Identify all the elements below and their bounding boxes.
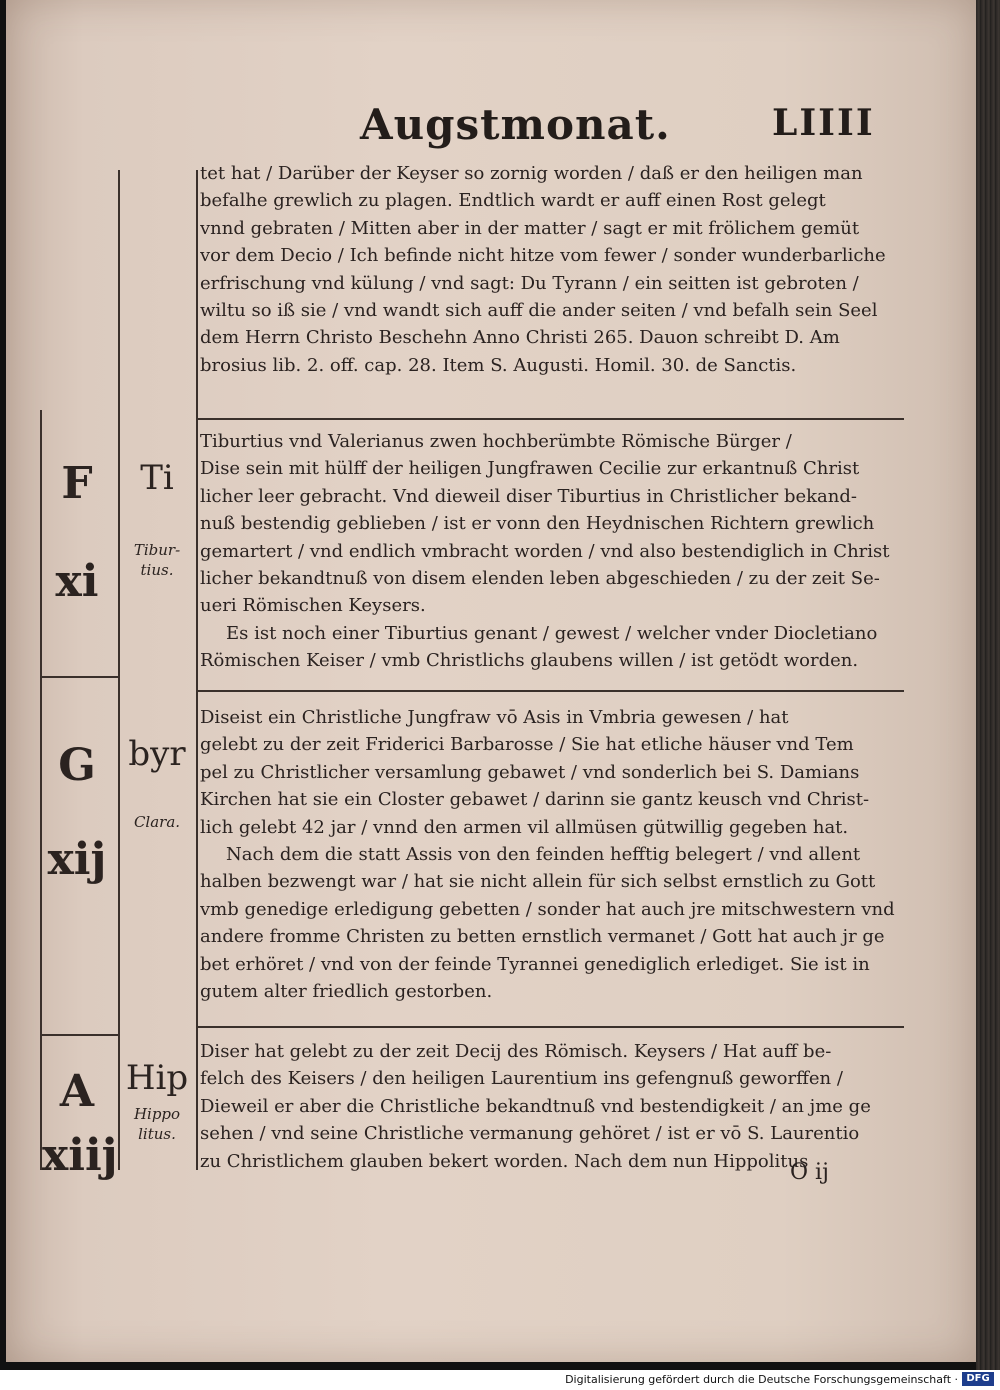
text-line: ueri Römischen Keysers. <box>200 595 426 617</box>
text-line: sehen / vnd seine Christliche vermanung gehöret / ist er vō S. Laurentio <box>200 1123 860 1145</box>
text-line: Tiburtius vnd Valerianus zwen hochberümbte Römische Bürger / <box>200 431 792 452</box>
text-line: Nach dem die statt Assis von den feinden hefftig belegert / vnd allent <box>226 844 861 866</box>
saint-name-line: litus. <box>138 1125 176 1143</box>
text-line: licher leer gebracht. Vnd dieweil diser Tiburtius in Christlicher bekand- <box>200 485 857 507</box>
saint-name-line: Clara. <box>133 813 181 831</box>
section-rule-3 <box>198 1026 904 1028</box>
dominical-letter: A <box>59 1066 95 1117</box>
running-head-title: Augstmonat. <box>360 100 671 149</box>
dfg-logo: DFG <box>962 1372 994 1386</box>
text-line: gelebt zu der zeit Friderici Barbarosse / Sie hat etliche häuser vnd Tem <box>200 734 854 756</box>
text-line: bet erhöret / vnd von der feinde Tyrannei genediglich erlediget. Sie ist in <box>200 953 870 975</box>
signature-mark: O ij <box>790 1160 829 1185</box>
day-numeral: xi <box>55 556 99 607</box>
text-line: Kirchen hat sie ein Closter gebawet / darinn sie gantz keusch vnd Christ- <box>200 789 870 811</box>
text-line: Diseist ein Christliche Jungfraw vō Asis in Vmbria gewesen / hat <box>200 707 789 728</box>
day-numeral: xij <box>47 834 107 885</box>
entry-text-laurentius <box>200 160 900 379</box>
text-line: vnnd gebraten / Mitten aber in der matter / sagt er mit frölichem gemüt <box>200 217 860 239</box>
funding-credit: Digitalisierung gefördert durch die Deutsche Forschungsgemeinschaft · <box>565 1373 958 1386</box>
section-rule-1 <box>198 418 904 420</box>
text-line: befalhe grewlich zu plagen. Endtlich wardt er auff einen Rost gelegt <box>200 190 826 212</box>
text-line: pel zu Christlicher versamlung gebawet / vnd sonderlich bei S. Damians <box>200 761 860 783</box>
digitization-footer <box>0 1370 1000 1390</box>
text-line: Römischen Keiser / vmb Christlichs glaubens willen / ist getödt worden. <box>200 650 859 672</box>
text-line: brosius lib. 2. off. cap. 28. Item S. Augusti. Homil. 30. de Sanctis. <box>200 354 797 376</box>
saint-name-line: Tibur- <box>133 541 181 559</box>
text-line: vor dem Decio / Ich befinde nicht hitze vom fewer / sonder wunderbarliche <box>200 245 886 267</box>
text-line: gemartert / vnd endlich vmbracht worden / vnd also bestendiglich in Christ <box>200 540 890 562</box>
dominical-letter: F <box>61 458 93 509</box>
text-line: vmb genedige erledigung gebetten / sonder hat auch jre mitschwestern vnd <box>200 898 895 920</box>
text-line: halben bezwengt war / hat sie nicht allein für sich selbst ernstlich zu Gott <box>200 871 876 893</box>
text-line: zu Christlichem glauben bekert worden. Nach dem nun Hippolitus <box>200 1150 809 1172</box>
text-line: Dieweil er aber die Christliche bekandtnuß vnd bestendigkeit / an jme ge <box>200 1095 871 1117</box>
column-rule-text <box>196 170 198 1170</box>
section-rule-2 <box>198 690 904 692</box>
text-line: wiltu so iß sie / vnd wandt sich auff die ander seiten / vnd befalh sein Seel <box>200 300 878 322</box>
text-line: nuß bestendig geblieben / ist er vonn den Heydnischen Richtern grewlich <box>200 513 875 535</box>
text-line: licher bekandtnuß von disem elenden leben abgeschieden / zu der zeit Se- <box>200 568 880 590</box>
saint-abbreviation: byr <box>128 734 186 774</box>
margin-tick-2 <box>42 1034 118 1036</box>
column-rule-middle <box>118 170 120 1170</box>
entry-text-hippolitus <box>200 1038 900 1175</box>
text-line: dem Herrn Christo Beschehn Anno Christi 265. Dauon schreibt D. Am <box>200 327 840 349</box>
saint-name-margin <box>122 1104 192 1144</box>
day-numeral: xiij <box>42 1130 118 1181</box>
margin-tick-1 <box>42 676 118 678</box>
text-line: lich gelebt 42 jar / vnnd den armen vil allmüsen gütwillig gegeben hat. <box>200 816 849 838</box>
dominical-letter: G <box>58 740 96 791</box>
folio-number: LIIII <box>772 102 875 144</box>
text-line: Es ist noch einer Tiburtius genant / gewest / welcher vnder Diocletiano <box>226 622 878 644</box>
saint-name-margin <box>122 812 192 832</box>
text-line: felch des Keisers / den heiligen Laurentium ins gefengnuß geworffen / <box>200 1068 843 1090</box>
text-line: Diser hat gelebt zu der zeit Decij des Römisch. Keysers / Hat auff be- <box>200 1041 832 1062</box>
text-line: Dise sein mit hülff der heiligen Jungfrawen Cecilie zur erkantnuß Christ <box>200 458 860 480</box>
saint-name-margin <box>122 540 192 580</box>
entry-text-clara <box>200 704 900 1005</box>
saint-abbreviation: Ti <box>140 458 174 498</box>
text-line: gutem alter friedlich gestorben. <box>200 981 493 1003</box>
saint-abbreviation: Hip <box>125 1058 189 1098</box>
text-line: erfrischung vnd külung / vnd sagt: Du Tyrann / ein seitten ist gebroten / <box>200 272 859 294</box>
saint-name-line: Hippo <box>133 1105 181 1123</box>
text-line: tet hat / Darüber der Keyser so zornig worden / daß er den heiligen man <box>200 163 863 184</box>
book-fore-edge <box>976 0 1000 1370</box>
saint-name-line: tius. <box>140 561 174 579</box>
entry-text-tiburtius <box>200 428 900 675</box>
text-line: andere fromme Christen zu betten ernstlich vermanet / Gott hat auch jr ge <box>200 926 885 948</box>
